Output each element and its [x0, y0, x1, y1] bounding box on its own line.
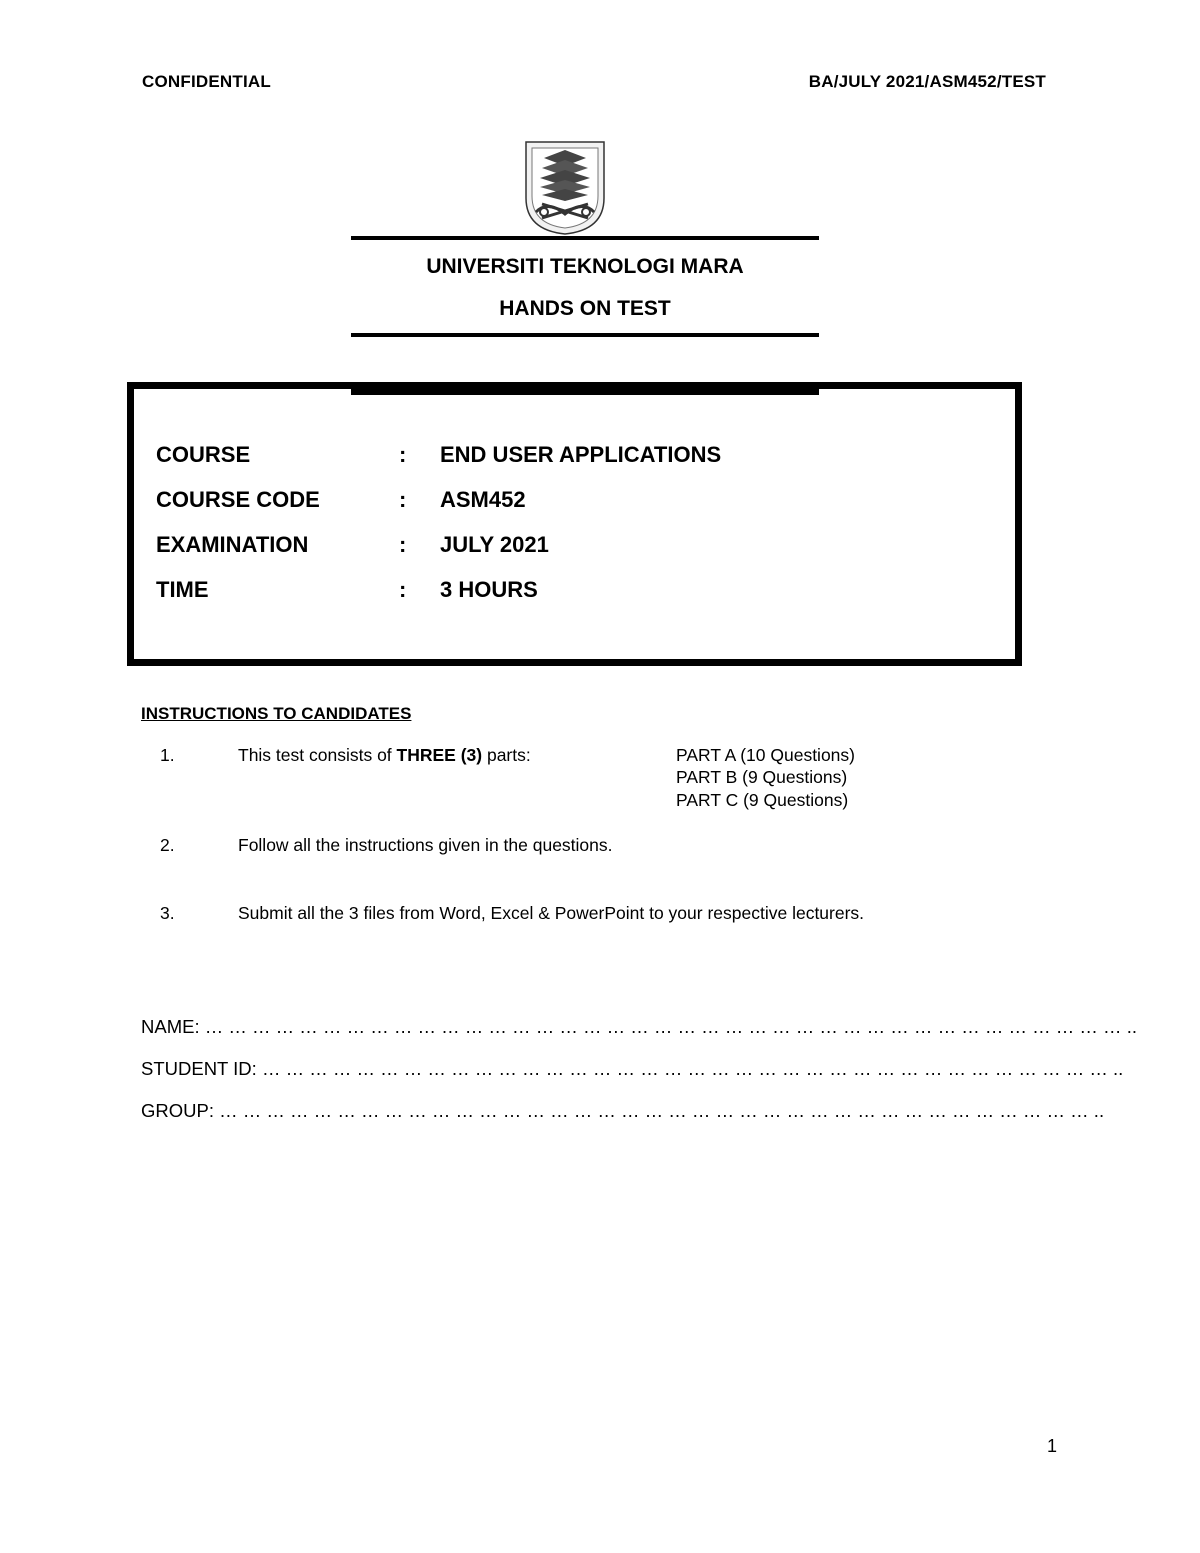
examination-label: EXAMINATION [156, 532, 309, 557]
instruction-1-pre: This test consists of [238, 745, 397, 765]
part-c-line: PART C (9 Questions) [676, 790, 849, 810]
course-colon: : [399, 442, 407, 467]
group-dots: … … … … … … … … … … … … … … … … … … … … … … … … … … … … … … … … … … … … … .. [219, 1100, 1105, 1121]
instructions-heading: INSTRUCTIONS TO CANDIDATES [141, 704, 412, 723]
course-value: END USER APPLICATIONS [440, 442, 722, 467]
examination-colon: : [399, 532, 407, 557]
instruction-number-3: 3. [160, 903, 175, 923]
header-reference: BA/JULY 2021/ASM452/TEST [808, 72, 1046, 91]
group-label: GROUP: [141, 1100, 214, 1121]
instruction-number-2: 2. [160, 835, 175, 855]
part-a-line: PART A (10 Questions) [676, 745, 855, 765]
instruction-1-bold: THREE (3) [396, 745, 483, 765]
course-code-colon: : [399, 487, 407, 512]
page-number: 1 [1047, 1436, 1058, 1456]
name-dots: … … … … … … … … … … … … … … … … … … … … … … … … … … … … … … … … … … … … … … … .. [204, 1016, 1137, 1037]
instruction-text-2: Follow all the instructions given in the questions. [238, 835, 613, 855]
name-field[interactable] [141, 1016, 1137, 1038]
time-label: TIME [156, 577, 209, 602]
examination-value: JULY 2021 [440, 532, 549, 557]
student-id-dots: … … … … … … … … … … … … … … … … … … … … … … … … … … … … … … … … … … … … .. [261, 1058, 1124, 1079]
instruction-number-1: 1. [160, 745, 175, 765]
top-rule [351, 236, 819, 240]
time-colon: : [399, 577, 407, 602]
name-label: NAME: [141, 1016, 200, 1037]
course-code-label: COURSE CODE [156, 487, 320, 512]
header-confidential: CONFIDENTIAL [142, 72, 271, 91]
course-label: COURSE [156, 442, 251, 467]
box-top-bar [351, 385, 819, 395]
bottom-rule [351, 333, 819, 337]
student-id-field[interactable] [141, 1058, 1123, 1080]
group-field[interactable] [141, 1100, 1104, 1122]
instruction-1-post: parts: [482, 745, 531, 765]
time-value: 3 HOURS [440, 577, 538, 602]
university-crest-logo [522, 140, 608, 236]
course-code-value: ASM452 [440, 487, 526, 512]
instruction-text-3: Submit all the 3 files from Word, Excel & PowerPoint to your respective lecturers. [238, 903, 865, 923]
student-id-label: STUDENT ID: [141, 1058, 257, 1079]
university-name: UNIVERSITI TEKNOLOGI MARA [426, 255, 744, 278]
course-details-box [127, 382, 1022, 666]
part-b-line: PART B (9 Questions) [676, 767, 848, 787]
test-title: HANDS ON TEST [499, 297, 671, 320]
instruction-text-1 [238, 745, 531, 766]
